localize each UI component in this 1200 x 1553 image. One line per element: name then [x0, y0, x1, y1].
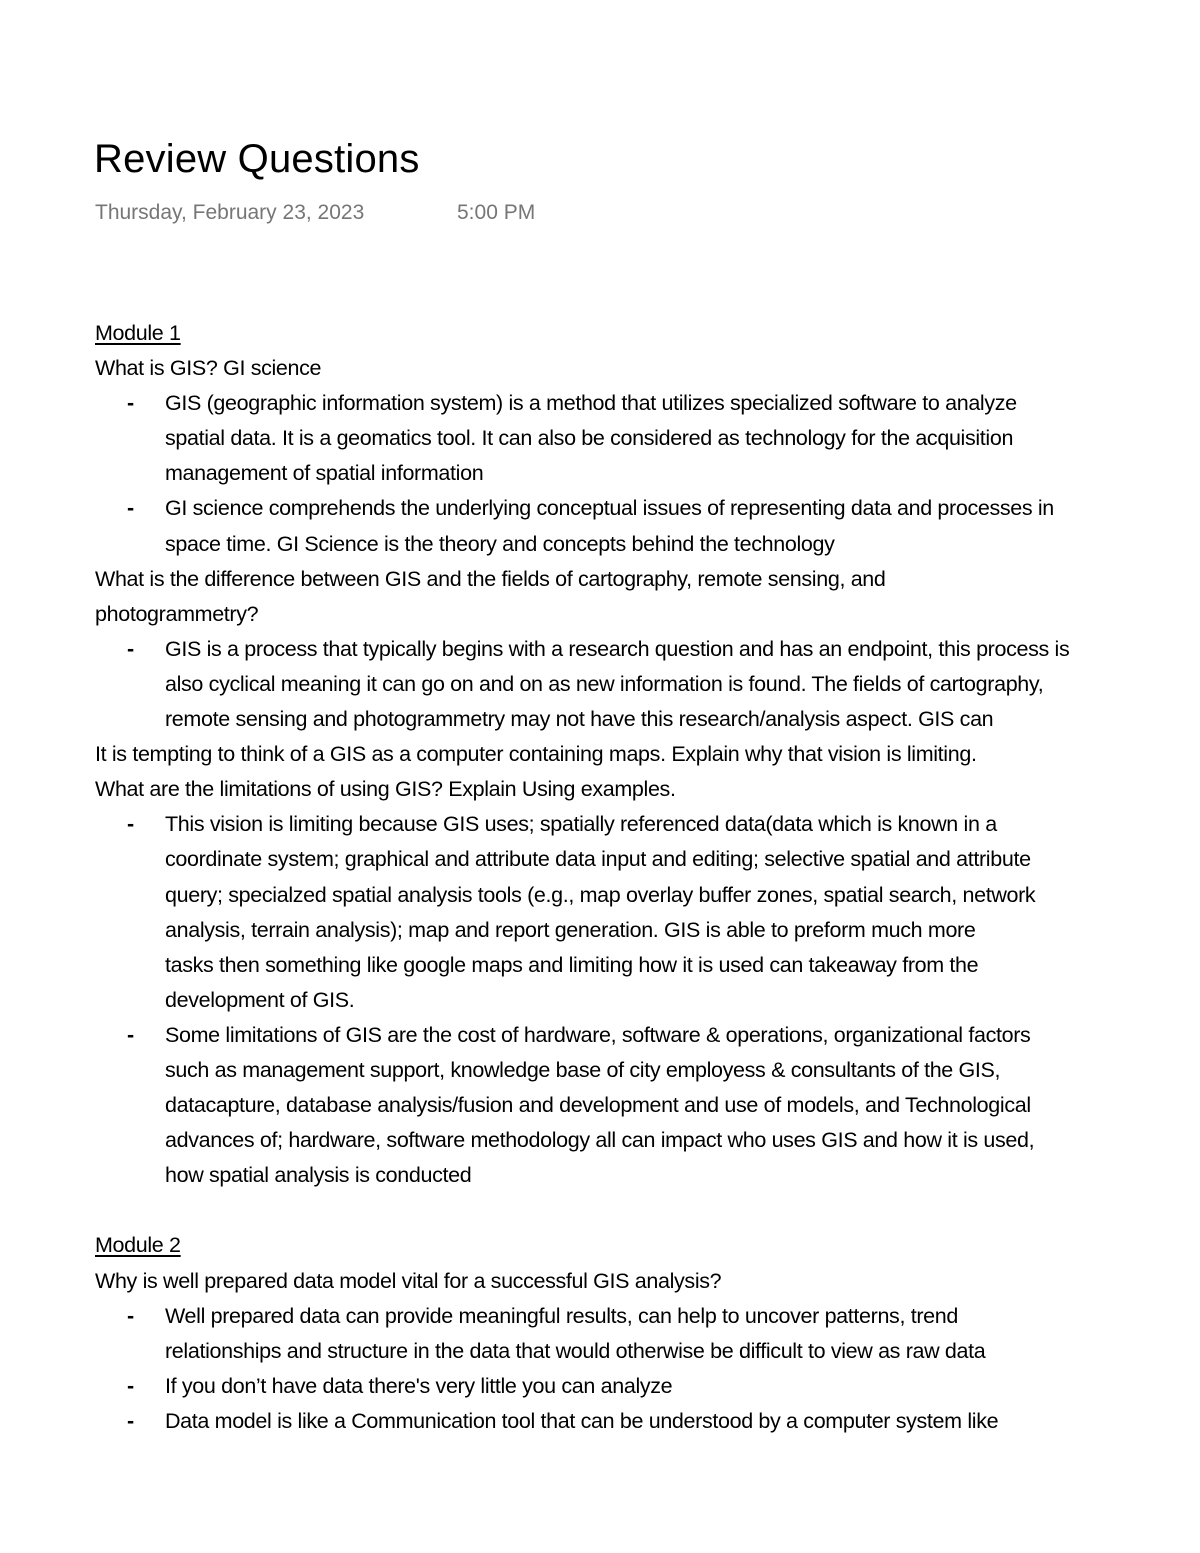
question-text: What is GIS? GI science	[95, 356, 322, 381]
module-1-heading: Module 1	[95, 321, 181, 345]
answer-text: Data model is like a Communication tool that can be understood by a computer system like	[165, 1408, 999, 1433]
answer-text: such as management support, knowledge base of city employess & consultants of the GIS,	[165, 1057, 1001, 1082]
dash-bullet-icon: -	[127, 1303, 135, 1328]
answer-text: tasks then something like google maps and limiting how it is used can takeaway from the	[165, 952, 979, 977]
answer-text: coordinate system; graphical and attribute data input and editing; selective spatial and attribute	[165, 847, 1031, 872]
answer-bullet	[95, 1404, 1200, 1439]
answer-text: This vision is limiting because GIS uses; spatially referenced data(data which is known in a	[165, 812, 997, 837]
dash-bullet-icon: -	[127, 812, 135, 837]
answer-text: analysis, terrain analysis); map and report generation. GIS is able to preform much more	[165, 917, 976, 942]
dash-bullet-icon: -	[127, 1408, 135, 1433]
answer-text: spatial data. It is a geomatics tool. It can also be considered as technology for the acquisition	[165, 426, 1014, 451]
dash-bullet-icon: -	[127, 636, 135, 661]
answer-text: datacapture, database analysis/fusion and development and use of models, and Technological	[165, 1093, 1031, 1118]
answer-text: relationships and structure in the data that would otherwise be difficult to view as raw data	[165, 1338, 986, 1363]
answer-bullet	[95, 1018, 1200, 1193]
question-text: What are the limitations of using GIS? Explain Using examples.	[95, 777, 676, 802]
answer-text: query; specialzed spatial analysis tools (e.g., map overlay buffer zones, spatial search, network	[165, 882, 1036, 907]
answer-text: Some limitations of GIS are the cost of hardware, software & operations, organizational factors	[165, 1022, 1031, 1047]
answer-bullet	[95, 807, 1200, 1018]
question-block	[95, 562, 1200, 737]
dash-bullet-icon: -	[127, 496, 135, 521]
dash-bullet-icon: -	[127, 1373, 135, 1398]
blank-line	[95, 1193, 1200, 1228]
answer-bullet	[95, 632, 1200, 737]
question-text: Why is well prepared data model vital for a successful GIS analysis?	[95, 1268, 722, 1293]
answer-text: GIS is a process that typically begins with a research question and has an endpoint, this process is	[165, 636, 1070, 661]
page-title: Review Questions	[94, 137, 420, 181]
answer-text: If you don’t have data there's very little you can analyze	[165, 1373, 673, 1398]
question-text: photogrammetry?	[95, 601, 259, 626]
question-block	[95, 351, 1200, 562]
answer-text: GI science comprehends the underlying conceptual issues of representing data and processes in	[165, 496, 1054, 521]
note-timestamp	[95, 199, 536, 227]
note-time: 5:00 PM	[457, 201, 536, 224]
answer-text: space time. GI Science is the theory and concepts behind the technology	[165, 531, 835, 556]
answer-bullet	[95, 1369, 1200, 1404]
answer-text: GIS (geographic information system) is a method that utilizes specialized software to analyze	[165, 391, 1017, 416]
module-1-section	[95, 316, 1200, 1193]
question-block	[95, 737, 1200, 1193]
answer-bullet	[95, 1299, 1200, 1369]
module-2-heading: Module 2	[95, 1233, 181, 1258]
dash-bullet-icon: -	[127, 1022, 135, 1047]
answer-text: management of spatial information	[165, 461, 484, 486]
question-text: It is tempting to think of a GIS as a computer containing maps. Explain why that vision is limiting.	[95, 742, 977, 767]
answer-text: Well prepared data can provide meaningful results, can help to uncover patterns, trend	[165, 1303, 958, 1328]
answer-text: also cyclical meaning it can go on and on as new information is found. The fields of cartography,	[165, 671, 1044, 696]
answer-text: development of GIS.	[165, 987, 355, 1012]
question-block	[95, 1264, 1200, 1439]
note-body	[95, 316, 1200, 1439]
note-date: Thursday, February 23, 2023	[95, 201, 365, 224]
answer-bullet	[95, 491, 1200, 561]
question-text: What is the difference between GIS and the fields of cartography, remote sensing, and	[95, 566, 886, 591]
answer-bullet	[95, 386, 1200, 491]
answer-text: remote sensing and photogrammetry may not have this research/analysis aspect. GIS can	[165, 707, 994, 732]
dash-bullet-icon: -	[127, 391, 135, 416]
answer-text: how spatial analysis is conducted	[165, 1163, 472, 1188]
module-2-section	[95, 1228, 1200, 1439]
answer-text: advances of; hardware, software methodology all can impact who uses GIS and how it is used,	[165, 1128, 1035, 1153]
